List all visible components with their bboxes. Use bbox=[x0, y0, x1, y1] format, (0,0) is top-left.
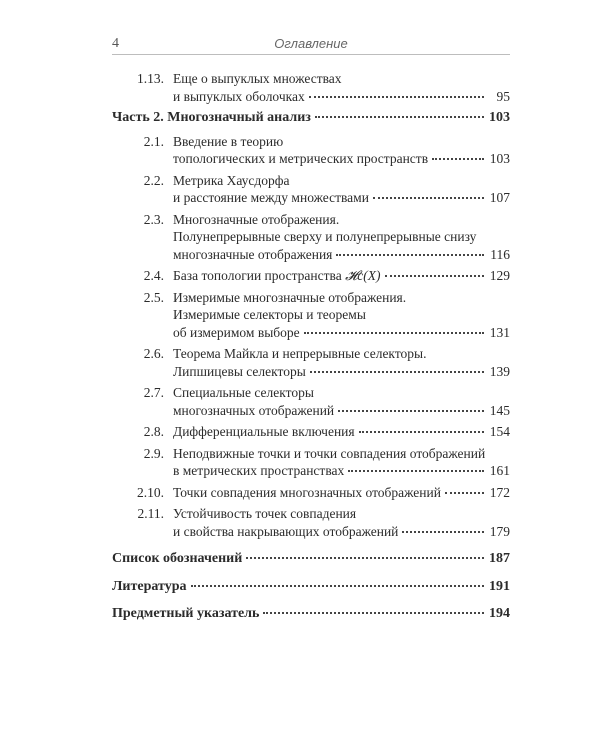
section-title: Неподвижные точки и точки совпадения отображений bbox=[173, 445, 486, 461]
dot-leader bbox=[402, 531, 484, 533]
running-head bbox=[112, 32, 510, 55]
page-ref: 154 bbox=[489, 424, 510, 439]
dot-leader bbox=[246, 557, 484, 559]
page-ref: 145 bbox=[489, 402, 510, 418]
dot-leader bbox=[309, 96, 484, 98]
toc-entry-2-5 bbox=[112, 289, 510, 342]
toc-entry-2-10 bbox=[112, 484, 510, 502]
toc-entry-1-13 bbox=[112, 70, 510, 105]
chapter-title: Предметный указатель bbox=[112, 606, 260, 621]
toc-part-2 bbox=[112, 109, 510, 127]
toc-literature bbox=[112, 578, 510, 596]
page-ref: 172 bbox=[489, 484, 510, 500]
toc-entry-2-3 bbox=[112, 211, 510, 264]
section-title: многозначных отображений bbox=[173, 402, 335, 418]
chapter-title: Литература bbox=[112, 578, 187, 594]
page-ref: 161 bbox=[489, 463, 510, 478]
page-ref: 103 bbox=[489, 151, 510, 166]
dot-leader bbox=[445, 492, 484, 494]
section-title: Специальные селекторы bbox=[173, 385, 314, 400]
dot-leader bbox=[338, 410, 484, 412]
section-title: Точки совпадения многозначных отображений bbox=[173, 484, 441, 500]
toc-entry-2-4 bbox=[112, 267, 510, 285]
dot-leader bbox=[336, 254, 484, 256]
chapter-title: Список обозначений bbox=[112, 551, 243, 566]
toc-entry-2-1 bbox=[112, 133, 510, 168]
section-title: Липшицевы селекторы bbox=[173, 363, 306, 379]
section-title: топологических и метрических пространств bbox=[173, 151, 429, 166]
section-title: и свойства накрывающих отображений bbox=[173, 523, 399, 539]
page-ref: 131 bbox=[489, 324, 510, 340]
math-expression: 𝓗c(X) bbox=[345, 268, 381, 283]
page-ref: 129 bbox=[489, 268, 510, 283]
section-title: Многозначные отображения. bbox=[173, 211, 340, 227]
section-number: 2.9. bbox=[143, 445, 164, 461]
page-ref: 191 bbox=[489, 578, 510, 594]
section-title: и расстояние между множествами bbox=[173, 190, 369, 205]
section-number: 2.4. bbox=[143, 268, 164, 283]
page-ref: 194 bbox=[489, 606, 510, 621]
part-title: Часть 2. Многозначный анализ bbox=[112, 110, 311, 125]
toc-entry-2-7 bbox=[112, 384, 510, 419]
toc-notation bbox=[112, 550, 510, 568]
section-number: 2.11. bbox=[137, 506, 164, 521]
page-number: 4 bbox=[112, 36, 119, 51]
section-title: Измеримые многозначные отображения. bbox=[173, 289, 407, 305]
section-title: Полунепрерывные сверху и полунепрерывные снизу bbox=[173, 229, 477, 244]
section-title: многозначные отображения bbox=[173, 246, 333, 262]
dot-leader bbox=[191, 585, 485, 587]
section-number: 2.2. bbox=[143, 172, 164, 188]
section-number: 2.5. bbox=[143, 289, 164, 305]
dot-leader bbox=[263, 612, 484, 614]
section-title: в метрических пространствах bbox=[173, 463, 345, 478]
section-title: об измеримом выборе bbox=[173, 324, 300, 340]
toc-entry-2-6 bbox=[112, 345, 510, 380]
section-number: 2.8. bbox=[143, 424, 164, 439]
section-number: 2.3. bbox=[143, 211, 164, 227]
dot-leader bbox=[304, 332, 484, 334]
section-number: 1.13. bbox=[137, 71, 164, 86]
section-title: Измеримые селекторы и теоремы bbox=[173, 307, 366, 322]
section-number: 2.1. bbox=[143, 133, 164, 149]
section-title: Еще о выпуклых множествах bbox=[173, 71, 342, 86]
page-ref: 103 bbox=[489, 110, 510, 125]
dot-leader bbox=[348, 470, 484, 472]
page-ref: 139 bbox=[489, 363, 510, 379]
section-title: Введение в теорию bbox=[173, 133, 284, 149]
page-ref: 107 bbox=[489, 190, 510, 205]
running-title: Оглавление bbox=[274, 36, 348, 51]
toc-entry-2-2 bbox=[112, 172, 510, 207]
dot-leader bbox=[359, 431, 484, 433]
dot-leader bbox=[373, 197, 484, 199]
toc-index bbox=[112, 605, 510, 623]
section-title: Теорема Майкла и непрерывные селекторы. bbox=[173, 346, 427, 361]
section-title: Устойчивость точек совпадения bbox=[173, 506, 357, 521]
dot-leader bbox=[432, 158, 484, 160]
dot-leader bbox=[385, 275, 484, 277]
section-title: и выпуклых оболочках bbox=[173, 88, 305, 104]
dot-leader bbox=[310, 371, 484, 373]
section-number: 2.7. bbox=[143, 385, 164, 400]
page-ref: 179 bbox=[489, 523, 510, 539]
toc-entry-2-8 bbox=[112, 423, 510, 441]
page-ref: 116 bbox=[490, 246, 510, 262]
dot-leader bbox=[315, 116, 484, 118]
section-title: База топологии пространства bbox=[173, 268, 342, 283]
toc-entry-2-9 bbox=[112, 445, 510, 480]
section-number: 2.6. bbox=[143, 346, 164, 361]
section-number: 2.10. bbox=[137, 484, 164, 500]
toc-entry-2-11 bbox=[112, 505, 510, 540]
table-of-contents bbox=[112, 70, 510, 629]
section-title: Метрика Хаусдорфа bbox=[173, 172, 290, 188]
section-title: Дифференциальные включения bbox=[173, 424, 355, 439]
page-ref: 187 bbox=[489, 551, 510, 566]
page-ref: 95 bbox=[496, 88, 510, 104]
